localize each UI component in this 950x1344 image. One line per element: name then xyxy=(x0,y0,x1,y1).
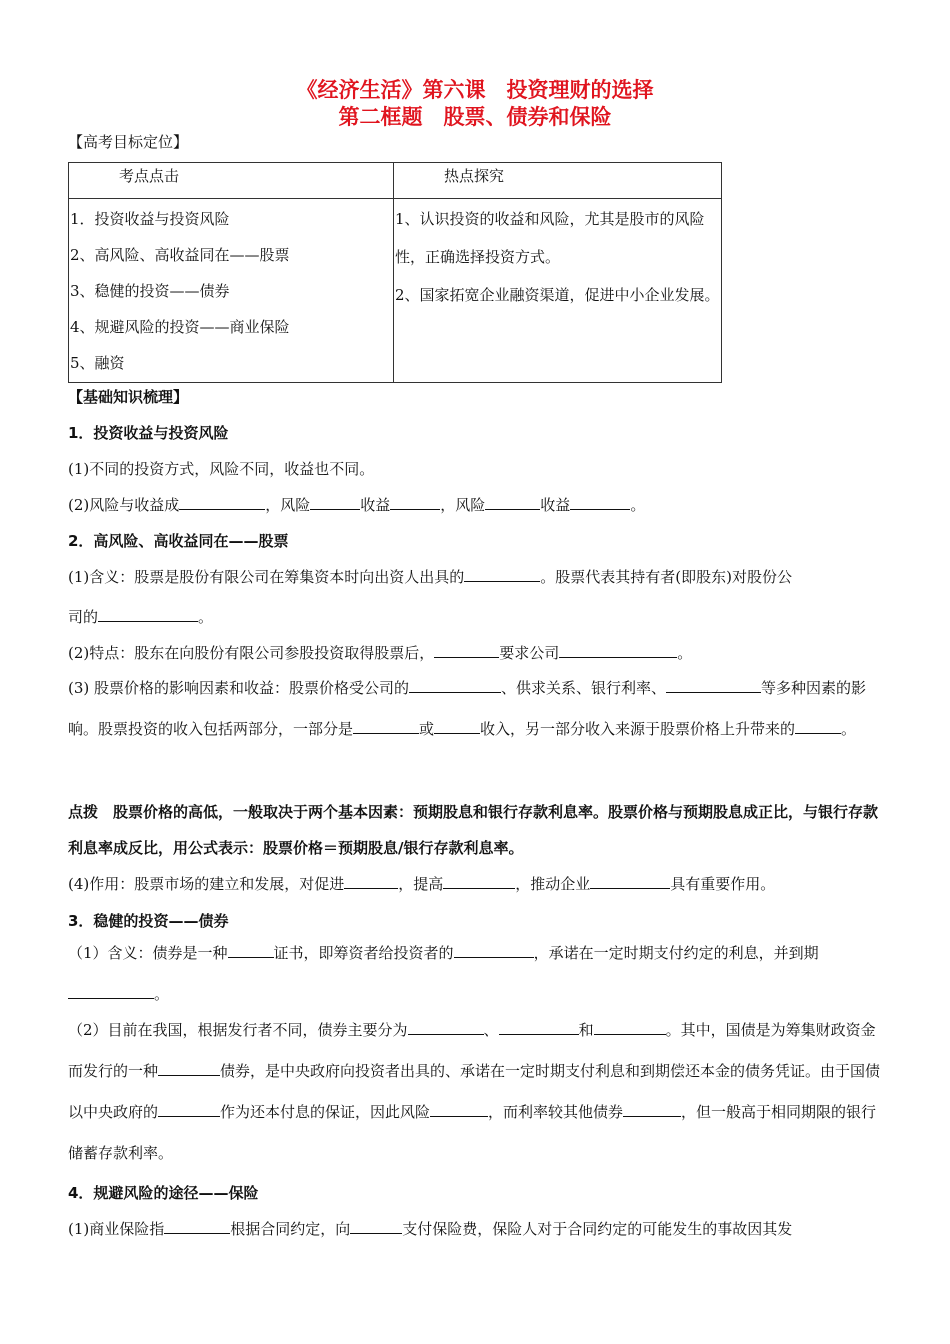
blank-field[interactable] xyxy=(430,1102,488,1117)
s1-heading: 1．投资收益与投资风险 xyxy=(68,424,229,442)
list-item: 2、高风险、高收益同在——股票 xyxy=(70,246,290,264)
s2-p4: (4)作用：股票市场的建立和发展，对促进 ，提高 ，推动企业 具有重要作用。 xyxy=(68,875,776,893)
blank-field[interactable] xyxy=(559,643,677,658)
blank-field[interactable] xyxy=(408,1020,484,1035)
blank-field[interactable] xyxy=(158,1061,220,1076)
blank-field[interactable] xyxy=(454,943,534,958)
blank-field[interactable] xyxy=(434,719,480,734)
s2-tip: 点拨 股票价格的高低，一般取决于两个基本因素：预期股息和银行存款利息率。股票价格与预期股息成正比，与银行存款利息率成反比，用公式表示：股票价格＝预期股息/银行存款利息率。 xyxy=(68,803,879,857)
blank-field[interactable] xyxy=(434,643,499,658)
s1-p2: (2)风险与收益成 ，风险 收益 ，风险 收益 。 xyxy=(68,496,646,514)
s4-p1: (1)商业保险指 根据合同约定，向 支付保险费，保险人对于合同约定的可能发生的事故因其发 xyxy=(68,1220,793,1238)
blank-field[interactable] xyxy=(98,607,198,622)
list-item: 1、认识投资的收益和风险，尤其是股市的风险性，正确选择投资方式。 xyxy=(395,210,705,266)
list-item: 3、稳健的投资——债券 xyxy=(70,282,230,300)
list-item: 1．投资收益与投资风险 xyxy=(70,210,230,228)
col-header-points: 考点点击 xyxy=(69,163,394,199)
s3-heading: 3．稳健的投资——债券 xyxy=(68,912,229,930)
s2-p3: (3) 股票价格的影响因素和收益：股票价格受公司的 、供求关系、银行利率、 等多种因素的影响。股票投资的收入包括两部分，一部分是 或 收入，另一部分收入来源于股票价格上升带来的 。 xyxy=(68,679,867,738)
blank-field[interactable] xyxy=(158,1102,220,1117)
basics-heading: 【基础知识梳理】 xyxy=(68,388,189,406)
list-item: 4、规避风险的投资——商业保险 xyxy=(70,318,290,336)
blank-field[interactable] xyxy=(666,678,761,693)
s1-p1: (1)不同的投资方式，风险不同，收益也不同。 xyxy=(68,460,375,478)
blank-field[interactable] xyxy=(179,495,265,510)
blank-field[interactable] xyxy=(594,1020,666,1035)
points-list xyxy=(69,199,394,383)
doc-title-line2: 第二框题 股票、债券和保险 xyxy=(338,105,612,129)
blank-field[interactable] xyxy=(590,874,670,889)
list-item: 2、国家拓宽企业融资渠道，促进中小企业发展。 xyxy=(395,286,720,304)
s3-p1: （1）含义：债券是一种 证书，即筹资者给投资者的 ，承诺在一定时期支付约定的利息，并到期。 xyxy=(68,944,819,1003)
blank-field[interactable] xyxy=(164,1219,230,1234)
blank-field[interactable] xyxy=(499,1020,579,1035)
s2-p1b: 司的 。 xyxy=(68,608,214,626)
s2-heading: 2．高风险、高收益同在——股票 xyxy=(68,532,289,550)
target-heading: 【高考目标定位】 xyxy=(68,133,189,151)
s3-p2: （2）目前在我国，根据发行者不同，债券主要分为 、 和 。其中，国债是为筹集财政资金而发行的一种 债券，是中央政府向投资者出具的、承诺在一定时期支付利息和到期偿还本金的债务凭证。由于国债以中央政府的 作为还本付息的保证，因此风险 ，而利率较其他债券 ，但一般高于相同期限的银行储蓄存款利率。 xyxy=(68,1021,881,1162)
blank-field[interactable] xyxy=(464,567,540,582)
blank-field[interactable] xyxy=(228,943,274,958)
blank-field[interactable] xyxy=(795,719,841,734)
col-header-hotspots: 热点探究 xyxy=(394,163,722,199)
blank-field[interactable] xyxy=(353,719,419,734)
blank-field[interactable] xyxy=(310,495,360,510)
list-item: 5、融资 xyxy=(70,354,125,372)
blank-field[interactable] xyxy=(390,495,440,510)
doc-title-line1: 《经济生活》第六课 投资理财的选择 xyxy=(296,78,654,102)
blank-field[interactable] xyxy=(570,495,630,510)
blank-field[interactable] xyxy=(623,1102,681,1117)
s4-heading: 4．规避风险的途径——保险 xyxy=(68,1184,259,1202)
blank-field[interactable] xyxy=(350,1219,402,1234)
s2-p1a: (1)含义：股票是股份有限公司在筹集资本时向出资人出具的 。股票代表其持有者(即股东)对股份公 xyxy=(68,568,792,586)
target-table xyxy=(68,162,722,383)
hotspots-list xyxy=(394,199,722,383)
blank-field[interactable] xyxy=(443,874,515,889)
blank-field[interactable] xyxy=(409,678,501,693)
blank-field[interactable] xyxy=(344,874,398,889)
s2-p2: (2)特点：股东在向股份有限公司参股投资取得股票后， 要求公司 。 xyxy=(68,644,693,662)
blank-field[interactable] xyxy=(485,495,540,510)
blank-field[interactable] xyxy=(68,984,154,999)
